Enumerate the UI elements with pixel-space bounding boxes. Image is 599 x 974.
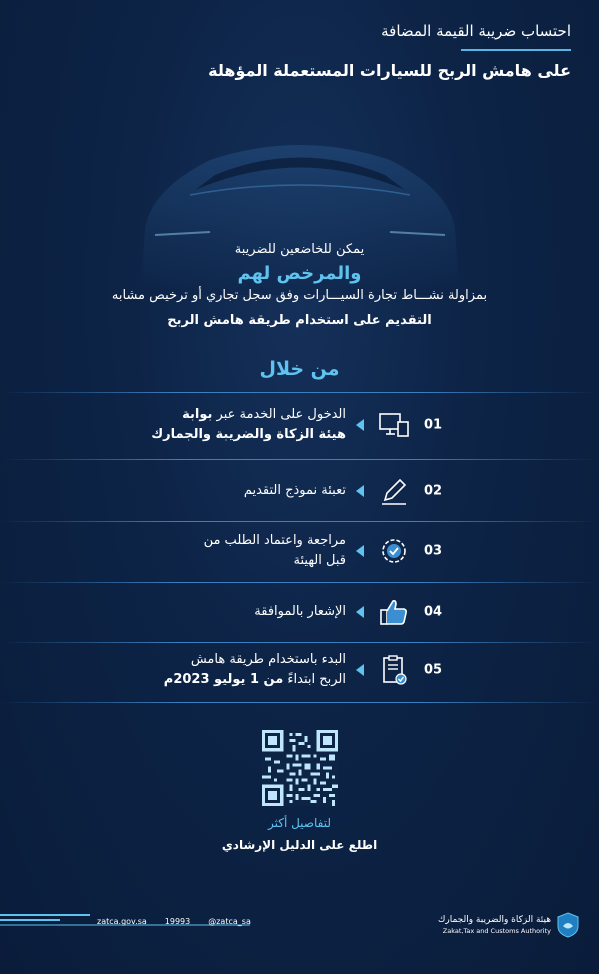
pen-icon bbox=[377, 474, 411, 508]
more-info-label: لتفاصيل أكثر bbox=[267, 816, 331, 830]
step-item bbox=[0, 395, 599, 455]
step-text: الدخول على الخدمة عبر بوابة هيئة الزكاة والضريبة والجمارك bbox=[151, 407, 346, 442]
zatca-emblem-icon bbox=[557, 912, 579, 938]
step-text: تعبئة نموذج التقديم bbox=[243, 483, 346, 498]
step-separator bbox=[0, 392, 599, 393]
section-heading: من خلال bbox=[259, 358, 340, 380]
step-number: 02 bbox=[423, 483, 443, 499]
clipboard-check-icon bbox=[377, 653, 411, 687]
header-subtitle: على هامش الربح للسيارات المستعملة المؤهلة bbox=[208, 61, 571, 80]
step-number: 05 bbox=[423, 662, 443, 678]
intro-line-4: التقديم على استخدام طريقة هامش الربح bbox=[167, 313, 432, 328]
step-number: 03 bbox=[423, 543, 443, 559]
header-title: احتساب ضريبة القيمة المضافة bbox=[381, 22, 571, 40]
intro-line-3: بمزاولة نشـــاط تجارة السيـــارات وفق سجل تجاري أو ترخيص مشابه bbox=[111, 288, 488, 303]
org-logo bbox=[438, 912, 579, 938]
intro-line-2: والمرخص لهم bbox=[237, 263, 362, 284]
org-name-ar: هيئة الزكاة والضريبة والجمارك bbox=[437, 915, 551, 925]
step-arrow bbox=[356, 419, 364, 431]
step-separator bbox=[0, 702, 599, 703]
step-text: البدء باستخدام طريقة هامش الربح ابتداءً من 1 يوليو 2023م bbox=[163, 652, 346, 687]
social-handle[interactable]: @zatca_sa bbox=[208, 917, 251, 926]
header-divider bbox=[461, 49, 571, 51]
qr-code[interactable] bbox=[262, 730, 338, 806]
step-arrow bbox=[356, 664, 364, 676]
computer-icon bbox=[377, 408, 411, 442]
website-link[interactable]: zatca.gov.sa bbox=[97, 917, 147, 926]
more-info bbox=[0, 816, 599, 852]
gear-check-icon bbox=[377, 534, 411, 568]
step-text: مراجعة واعتماد الطلب من قبل الهيئة bbox=[203, 533, 346, 568]
step-item bbox=[0, 461, 599, 521]
intro-line-1: يمكن للخاضعين للضريبة bbox=[234, 242, 365, 257]
footer-contact bbox=[97, 917, 251, 926]
step-number: 01 bbox=[423, 417, 443, 433]
step-item bbox=[0, 521, 599, 581]
step-arrow bbox=[356, 485, 364, 497]
header bbox=[208, 22, 571, 80]
step-item bbox=[0, 582, 599, 642]
guide-link[interactable]: اطلع على الدليل الإرشادي bbox=[221, 838, 378, 852]
intro bbox=[0, 242, 599, 328]
step-number: 04 bbox=[423, 604, 443, 620]
step-arrow bbox=[356, 545, 364, 557]
phone-number[interactable]: 19993 bbox=[164, 917, 191, 926]
step-text: الإشعار بالموافقة bbox=[254, 604, 346, 619]
step-arrow bbox=[356, 606, 364, 618]
step-separator bbox=[0, 459, 599, 460]
thumbs-up-icon bbox=[377, 595, 411, 629]
step-item bbox=[0, 640, 599, 700]
org-name-en: Zakat,Tax and Customs Authority bbox=[442, 927, 551, 935]
